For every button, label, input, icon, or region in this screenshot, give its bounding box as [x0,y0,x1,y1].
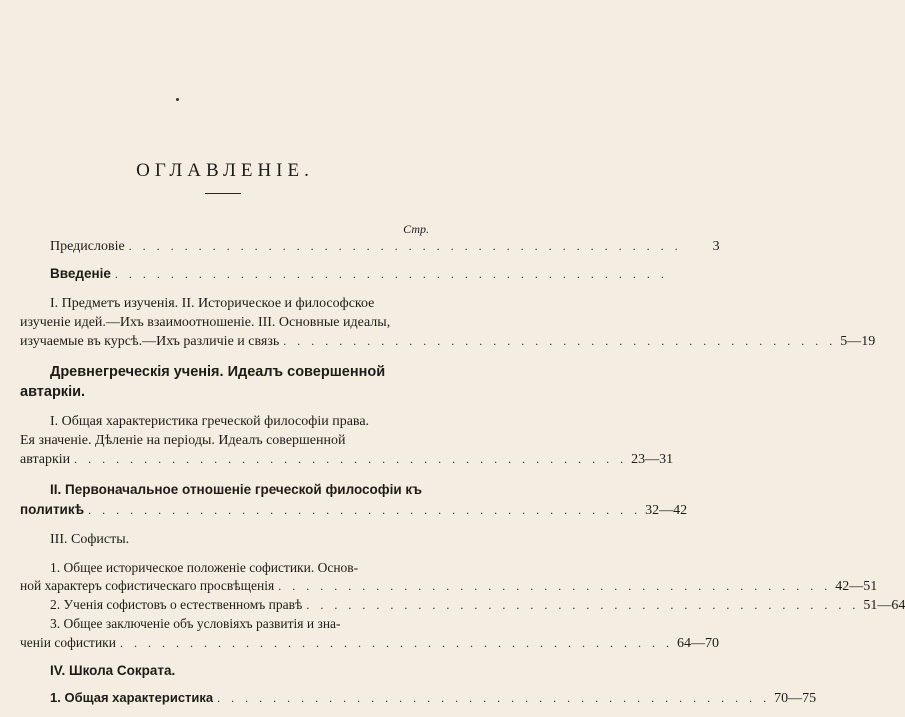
page-number: 5—19 [840,334,876,349]
page-column-label: Стр. [403,222,429,236]
page-number: 32—42 [645,503,688,518]
toc-entry-text: I. Общая характеристика греческой философіи права. [50,414,370,429]
toc-entry-text: Предисловіе [50,239,125,254]
toc-entry-text: Ея значеніе. Дѣленіе на періоды. Идеалъ совершенной [20,433,346,448]
toc-entry-sec4-1[interactable] [50,690,817,710]
page-number: 70—75 [774,691,817,706]
toc-entry-sec3-3-line2[interactable] [20,635,719,655]
title-rule [205,193,241,194]
toc-entry-text: 1. Общее историческое положеніе софистики. Основ- [50,560,359,575]
toc-heading-text: Древнегреческія ученія. Идеалъ совершенной [50,364,386,380]
leader-dots: . . . . . . . . . . . . . . . . . . . . . . . . . . . . . . . . . . . . . . . . [88,503,642,517]
toc-entry-text: I. Предметъ изученія. II. Историческое и философское [50,296,375,311]
toc-entry-text: 1. Общая характеристика [50,690,214,705]
leader-dots: . . . . . . . . . . . . . . . . . . . . . . . . . . . . . . . . . . . . . . . . [114,267,668,281]
leader-dots: . . . . . . . . . . . . . . . . . . . . . . . . . . . . . . . . . . . . . . . . [74,452,628,466]
toc-entry-text: III. Софисты. [50,532,130,547]
page-number: 51—64 [863,598,905,613]
page-number: 23—31 [631,452,674,467]
toc-entry-sec1-line3[interactable] [20,452,674,472]
ink-dot [176,98,179,101]
page-number: 64—70 [676,636,719,651]
toc-entry-text: 3. Общее заключеніе объ условіяхъ развитія и зна- [50,616,341,631]
toc-entry-text: Введеніе [50,266,111,281]
leader-dots: . . . . . . . . . . . . . . . . . . . . . . . . . . . . . . . . . . . . . . . . [278,579,832,593]
toc-entry-sec4[interactable] [50,663,429,683]
toc-entry-intro[interactable] [50,266,668,286]
toc-heading-text: автаркіи. [20,384,86,400]
toc-entry-text: II. Первоначальное отношеніе греческой философіи къ [50,482,423,497]
leader-dots: . . . . . . . . . . . . . . . . . . . . . . . . . . . . . . . . . . . . . . . . [119,636,673,650]
toc-entry-sec3-3-line1 [50,616,429,636]
leader-dots: . . . . . . . . . . . . . . . . . . . . . . . . . . . . . . . . . . . . . . . . [306,598,860,612]
toc-entry-text: изученіе идей.—Ихъ взаимоотношеніе. III. Основные идеалы, [20,315,391,330]
toc-entry-preface[interactable] [50,239,720,259]
toc-entry-sec3-1-line2[interactable] [20,578,878,598]
leader-dots: . . . . . . . . . . . . . . . . . . . . . . . . . . . . . . . . . . . . . . . . [128,239,682,253]
toc-entry-text: ченіи софистики [20,635,116,650]
page-title: ОГЛАВЛЕНІЕ. [136,160,314,181]
toc-entry-sec3-1-line1 [50,560,429,580]
toc-entry-intro-body-line1 [50,296,429,316]
toc-heading-ancient-line2 [20,384,429,404]
toc-entry-text: изучаемые въ курсѣ.—Ихъ различіе и связь [20,334,280,349]
page-number: 3 [712,239,720,254]
leader-dots: . . . . . . . . . . . . . . . . . . . . . . . . . . . . . . . . . . . . . . . . [283,334,837,348]
toc-entry-text: политикѣ [20,502,85,517]
toc-entry-sec3[interactable] [50,532,429,552]
toc-heading-ancient-line1 [50,364,429,384]
toc-entry-text: IV. Школа Сократа. [50,663,176,678]
toc-entry-intro-body-line3[interactable] [20,334,876,354]
toc-entry-sec2-line1 [50,482,429,502]
page-number: 42—51 [835,579,878,594]
toc-entry-text: ной характеръ софистическаго просвѣщенія [20,578,275,593]
toc-entry-sec3-2[interactable] [50,597,905,617]
toc-entry-text: автаркіи [20,452,71,467]
toc-entry-intro-body-line2 [20,315,429,335]
toc-entry-sec2-line2[interactable] [20,502,688,522]
toc-entry-sec1-line1 [50,414,429,434]
leader-dots: . . . . . . . . . . . . . . . . . . . . . . . . . . . . . . . . . . . . . . . . [217,691,771,705]
toc-entry-sec1-line2 [20,433,429,453]
toc-entry-text: 2. Ученія софистовъ о естественномъ правѣ [50,597,303,612]
